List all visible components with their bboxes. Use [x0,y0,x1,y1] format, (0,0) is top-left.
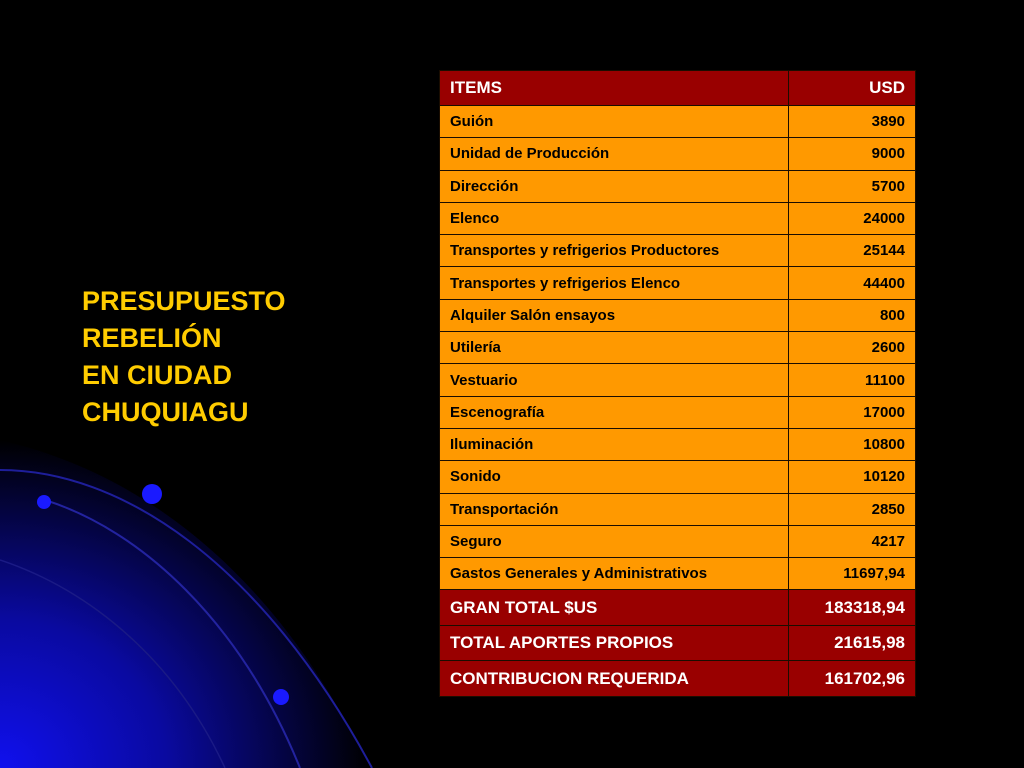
table-row [440,235,916,267]
item-usd-value: 3890 [789,106,916,138]
item-label: Alquiler Salón ensayos [440,299,789,331]
table-row [440,493,916,525]
total-value: 183318,94 [789,590,916,626]
total-value: 21615,98 [789,625,916,661]
table-row [440,332,916,364]
header-usd: USD [789,71,916,106]
total-row [440,590,916,626]
item-label: Escenografía [440,396,789,428]
item-label: Sonido [440,461,789,493]
item-usd-value: 24000 [789,202,916,234]
table-row [440,106,916,138]
total-row [440,661,916,697]
item-usd-value: 4217 [789,525,916,557]
item-label: Transportación [440,493,789,525]
title-line-2: REBELIÓN [82,323,222,353]
item-label: Transportes y refrigerios Elenco [440,267,789,299]
item-label: Gastos Generales y Administrativos [440,558,789,590]
table-row [440,202,916,234]
title-line-3: EN CIUDAD [82,360,233,390]
total-label: CONTRIBUCION REQUERIDA [440,661,789,697]
header-items: ITEMS [440,71,789,106]
table-row [440,525,916,557]
budget-table [439,70,916,697]
table-row [440,138,916,170]
item-usd-value: 10120 [789,461,916,493]
item-usd-value: 2600 [789,332,916,364]
item-label: Elenco [440,202,789,234]
item-label: Unidad de Producción [440,138,789,170]
title-line-4: CHUQUIAGU [82,397,249,427]
item-usd-value: 17000 [789,396,916,428]
item-label: Iluminación [440,428,789,460]
table-row [440,558,916,590]
orbit-dot-small [37,495,51,509]
table-row [440,364,916,396]
table-row [440,396,916,428]
item-label: Transportes y refrigerios Productores [440,235,789,267]
item-usd-value: 800 [789,299,916,331]
table-row [440,267,916,299]
total-row [440,625,916,661]
item-usd-value: 11697,94 [789,558,916,590]
table-row [440,299,916,331]
table-header-row [440,71,916,106]
item-usd-value: 11100 [789,364,916,396]
item-usd-value: 44400 [789,267,916,299]
orbit-dot-large [142,484,162,504]
table-row [440,461,916,493]
table-row [440,428,916,460]
item-label: Guión [440,106,789,138]
item-usd-value: 10800 [789,428,916,460]
orbit-dot-bottom [273,689,289,705]
item-usd-value: 2850 [789,493,916,525]
title-line-1: PRESUPUESTO [82,286,286,316]
item-usd-value: 25144 [789,235,916,267]
slide-title [82,283,286,431]
total-label: GRAN TOTAL $US [440,590,789,626]
item-label: Dirección [440,170,789,202]
blue-sweep-shape [0,440,370,768]
item-label: Utilería [440,332,789,364]
total-label: TOTAL APORTES PROPIOS [440,625,789,661]
table-row [440,170,916,202]
item-label: Seguro [440,525,789,557]
item-usd-value: 5700 [789,170,916,202]
item-usd-value: 9000 [789,138,916,170]
total-value: 161702,96 [789,661,916,697]
item-label: Vestuario [440,364,789,396]
